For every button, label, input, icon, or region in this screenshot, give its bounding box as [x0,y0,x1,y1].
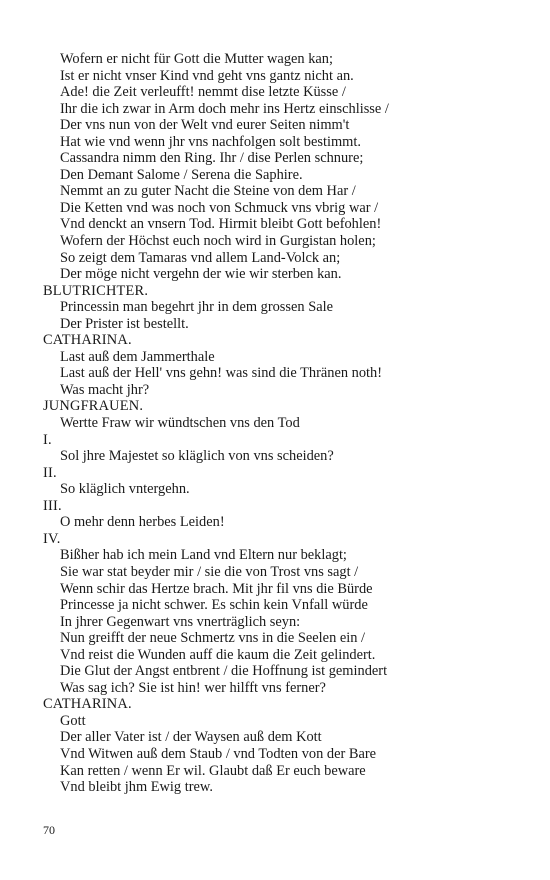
verse-line: Bißher hab ich mein Land vnd Eltern nur beklagt; [60,547,347,564]
verse-line: Wofern er nicht für Gott die Mutter wagen kan; [60,51,333,67]
verse-line: Vnd bleibt jhm Ewig trew. [60,779,213,796]
verse-line: Sie war stat beyder mir / sie die von Trost vns sagt / [60,563,359,580]
speaker-name: CATHARINA. [43,696,132,713]
verse-line: Vnd denckt an vnsern Tod. Hirmit bleibt Gott befohlen! [60,216,382,233]
verse-line: Der möge nicht vergehn der wie wir sterben kan. [60,266,342,283]
verse-line: Der Prister ist bestellt. [60,315,189,332]
verse-line: Den Demant Salome / Serena die Saphire. [60,166,303,183]
verse-line: Sol jhre Majestet so kläglich von vns scheiden? [60,448,334,465]
verse-line: Princesse ja nicht schwer. Es schin kein Vnfall würde [60,597,368,614]
verse-line: O mehr denn herbes Leiden! [60,514,225,531]
verse-line: In jhrer Gegenwart vns vnerträglich seyn: [60,613,301,630]
verse-line: Ade! die Zeit verleufft! nemmt dise letzte Küsse / [60,84,346,101]
verse-line: Nemmt an zu guter Nacht die Steine von dem Har / [60,183,356,200]
verse-line: Wenn schir das Hertze brach. Mit jhr fil vns die Bürde [60,580,373,597]
verse-line: Vnd Witwen auß dem Staub / vnd Todten von der Bare [60,745,377,762]
verse-line: So kläglich vntergehn. [60,481,190,498]
speaker-name: III. [43,497,62,514]
play-text [43,51,523,796]
verse-line: Last auß dem Jammerthale [60,348,215,365]
speaker-name: I. [43,431,52,448]
speaker-name: IV. [43,530,61,547]
verse-line: Wofern der Höchst euch noch wird in Gurgistan holen; [60,233,376,250]
verse-line: Last auß der Hell' vns gehn! was sind die Thränen noth! [60,365,383,382]
verse-line: Die Ketten vnd was noch von Schmuck vns vbrig war / [60,199,379,216]
verse-line: Cassandra nimm den Ring. Ihr / dise Perlen schnure; [60,150,364,167]
verse-line: Wertte Fraw wir wündtschen vns den Tod [60,415,300,432]
verse-line: Nun greifft der neue Schmertz vns in die Seelen ein / [60,630,366,647]
verse-line: Princessin man begehrt jhr in dem grossen Sale [60,299,333,316]
verse-line: Hat wie vnd wenn jhr vns nachfolgen solt bestimmt. [60,133,361,150]
verse-line: Was macht jhr? [60,381,150,398]
verse-line: So zeigt dem Tamaras vnd allem Land-Volck an; [60,249,341,266]
verse-line: Der vns nun von der Welt vnd eurer Seiten nimm't [60,117,350,134]
speaker-name: JUNGFRAUEN. [43,398,144,415]
speaker-name: BLUTRICHTER. [43,282,149,299]
verse-line: Kan retten / wenn Er wil. Glaubt daß Er euch beware [60,762,366,779]
verse-line: Was sag ich? Sie ist hin! wer hilfft vns ferner? [60,679,326,696]
verse-line: Ihr die ich zwar in Arm doch mehr ins Hertz einschlisse / [60,100,389,117]
speaker-name: CATHARINA. [43,332,132,349]
verse-line: Der aller Vater ist / der Waysen auß dem Kott [60,729,322,746]
verse-line: Die Glut der Angst entbrent / die Hoffnung ist gemindert [60,663,388,680]
verse-line: Ist er nicht vnser Kind vnd geht vns gantz nicht an. [60,67,354,84]
verse-line: Vnd reist die Wunden auff die kaum die Zeit gelindert. [60,646,376,663]
verse-line: Gott [60,712,86,729]
speaker-name: II. [43,464,57,481]
page-number: 70 [43,823,55,837]
